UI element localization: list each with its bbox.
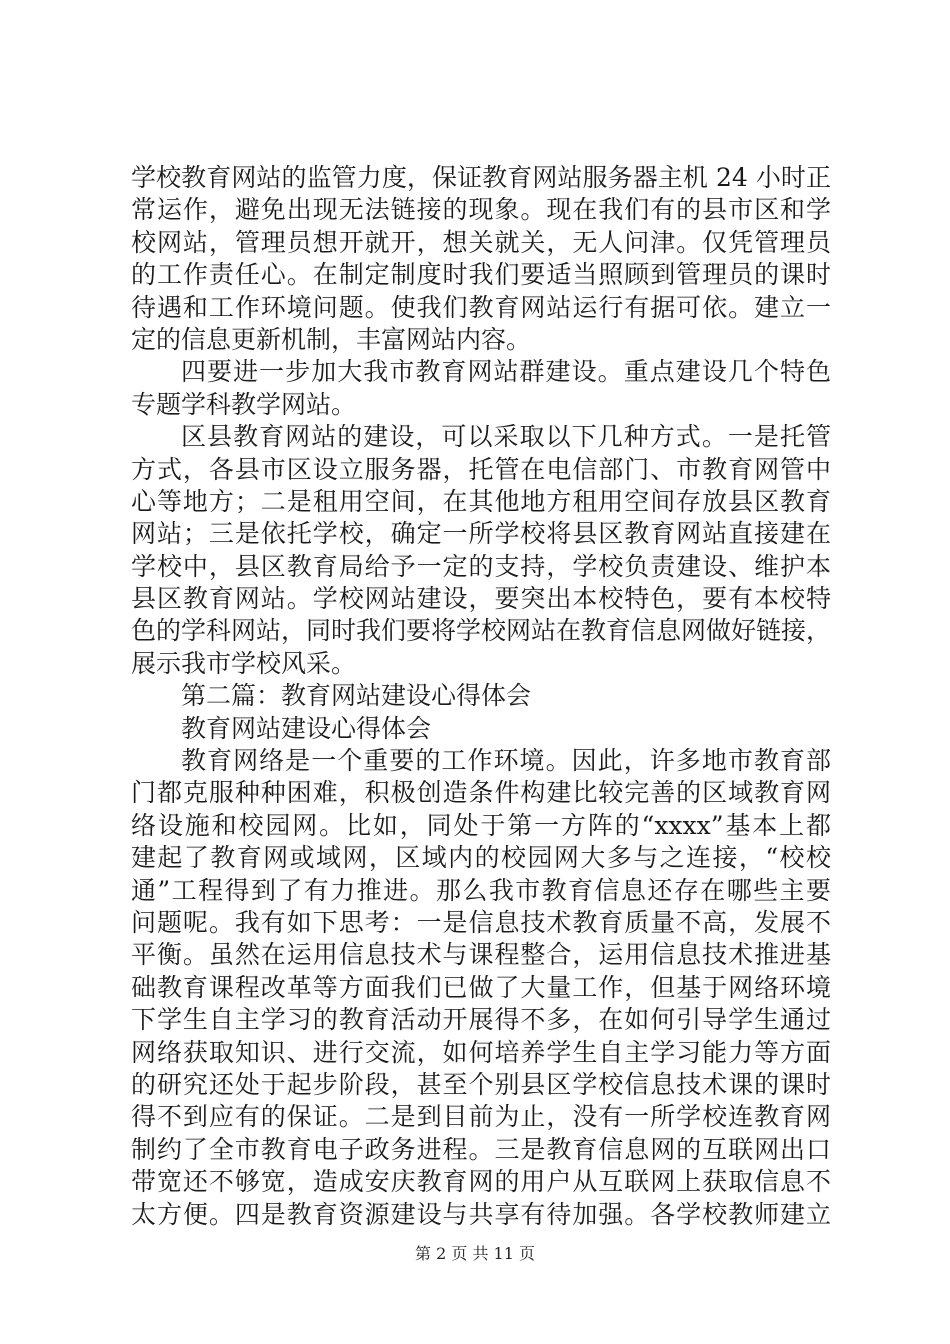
text-line: 专题学科教学网站。 xyxy=(131,389,357,419)
text-line: 色的学科网站，同时我们要将学校网站在教育信息网做好链接， xyxy=(131,616,832,646)
text-line: 待遇和工作环境问题。使我们教育网站运行有据可依。建立一 xyxy=(131,292,831,322)
text-line: 学校教育网站的监管力度，保证教育网站服务器主机 24 小时正 xyxy=(131,163,831,192)
text-line: 网络获取知识、进行交流，如何培养学生自主学习能力等方面 xyxy=(131,1037,831,1067)
text-line: 得不到应有的保证。二是到目前为止，没有一所学校连教育网 xyxy=(131,1102,831,1132)
text-line: 校网站，管理员想开就开，想关就关，无人问津。仅凭管理员 xyxy=(131,227,831,257)
text-line: 区县教育网站的建设，可以采取以下几种方式。一是托管 xyxy=(181,422,831,452)
text-line: 常运作，避免出现无法链接的现象。现在我们有的县市区和学 xyxy=(131,195,831,225)
text-line: 础教育课程改革等方面我们已做了大量工作，但基于网络环境 xyxy=(131,972,831,1002)
text-line: 教育网络是一个重要的工作环境。因此，许多地市教育部 xyxy=(181,746,831,776)
text-line: 下学生自主学习的教育活动开展得不多，在如何引导学生通过 xyxy=(131,1005,831,1035)
text-line: 问题呢。我有如下思考：一是信息技术教育质量不高，发展不 xyxy=(131,907,831,937)
text-line: 心等地方；二是租用空间，在其他地方租用空间存放县区教育 xyxy=(131,486,831,516)
text-line: 太方便。四是教育资源建设与共享有待加强。各学校教师建立 xyxy=(131,1199,831,1229)
text-line: 第二篇：教育网站建设心得体会 xyxy=(181,681,532,711)
text-line: 县区教育网站。学校网站建设，要突出本校特色，要有本校特 xyxy=(131,584,831,614)
text-line: 展示我市学校风采。 xyxy=(131,648,357,678)
text-line: 教育网站建设心得体会 xyxy=(181,713,432,743)
text-line: 络设施和校园网。比如，同处于第一方阵的“xxxx”基本上都 xyxy=(131,810,831,840)
text-line: 门都克服种种困难，积极创造条件构建比较完善的区域教育网 xyxy=(131,778,831,808)
text-line: 制约了全市教育电子政务进程。三是教育信息网的互联网出口 xyxy=(131,1134,831,1164)
text-line: 平衡。虽然在运用信息技术与课程整合，运用信息技术推进基 xyxy=(131,940,831,970)
text-line: 定的信息更新机制，丰富网站内容。 xyxy=(131,324,532,354)
text-line: 带宽还不够宽，造成安庆教育网的用户从互联网上获取信息不 xyxy=(131,1167,831,1197)
text-line: 通”工程得到了有力推进。那么我市教育信息还存在哪些主要 xyxy=(131,875,831,905)
text-line: 四要进一步加大我市教育网站群建设。重点建设几个特色 xyxy=(181,357,831,387)
page-footer: 第 2 页 共 11 页 xyxy=(415,1244,535,1263)
text-line: 建起了教育网或域网，区域内的校园网大多与之连接，“校校 xyxy=(131,843,831,873)
document-body xyxy=(131,162,831,1231)
text-line: 的研究还处于起步阶段，甚至个别县区学校信息技术课的课时 xyxy=(131,1069,831,1099)
text-line: 的工作责任心。在制定制度时我们要适当照顾到管理员的课时 xyxy=(131,260,831,290)
text-line: 网站；三是依托学校，确定一所学校将县区教育网站直接建在 xyxy=(131,519,831,549)
text-line: 学校中，县区教育局给予一定的支持，学校负责建设、维护本 xyxy=(131,551,831,581)
text-line: 方式，各县市区设立服务器，托管在电信部门、市教育网管中 xyxy=(131,454,831,484)
